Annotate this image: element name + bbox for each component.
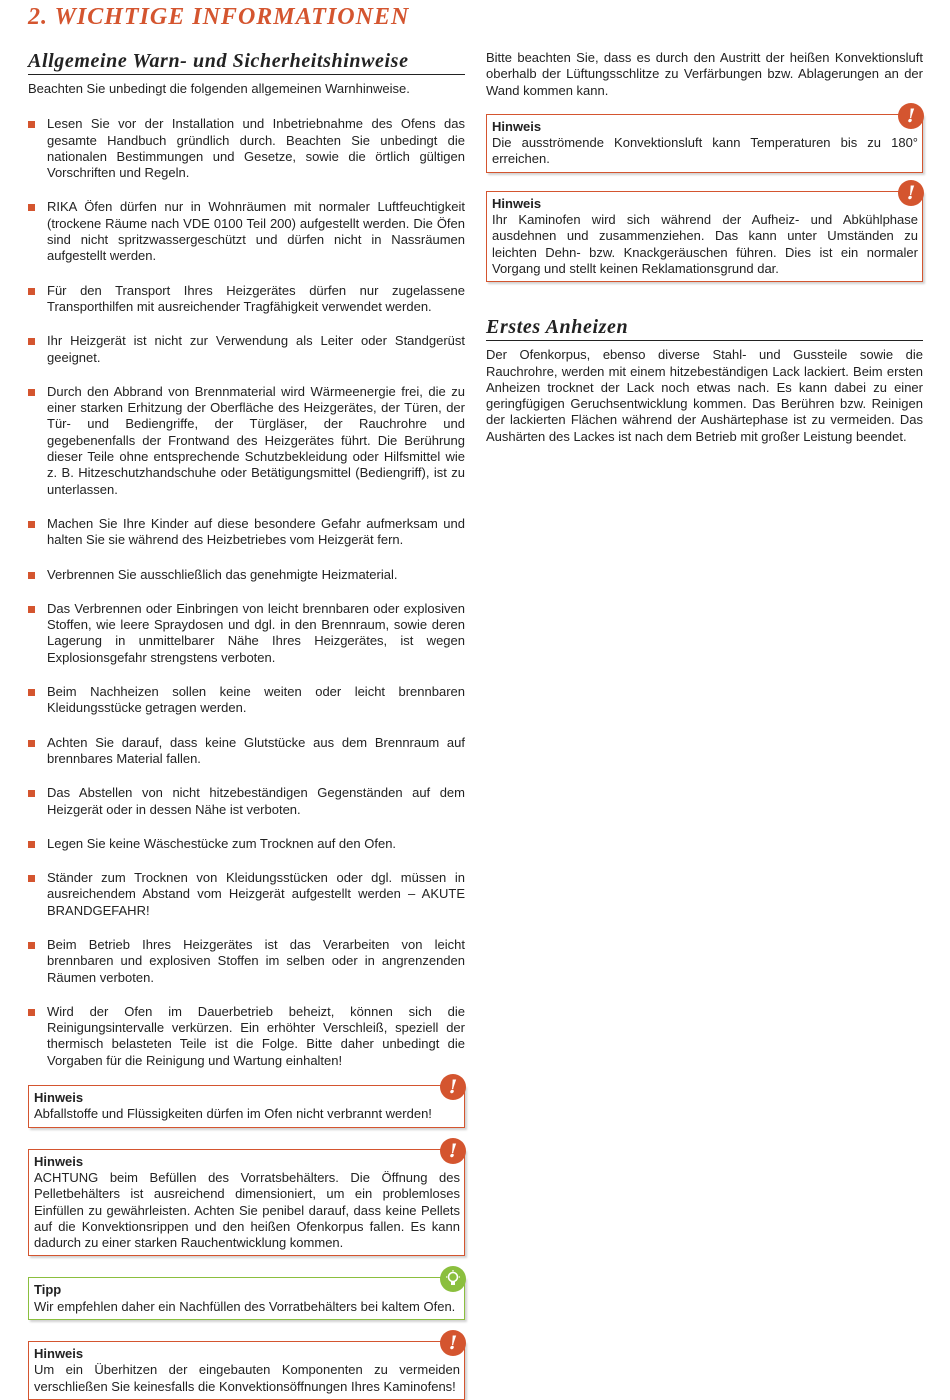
- right-column: [486, 50, 923, 445]
- bullet-square-icon: [28, 841, 35, 848]
- left-column: [28, 50, 465, 1400]
- bullet-square-icon: [28, 521, 35, 528]
- bullet-square-icon: [28, 389, 35, 396]
- note-title: Hinweis: [492, 118, 542, 134]
- list-item: Ihr Heizgerät ist nicht zur Verwendung als Leiter oder Standgerüst geeignet.: [28, 333, 465, 366]
- note-title: Hinweis: [34, 1346, 84, 1362]
- bullet-square-icon: [28, 1009, 35, 1016]
- bullet-square-icon: [28, 288, 35, 295]
- bullet-square-icon: [28, 942, 35, 949]
- bullet-square-icon: [28, 338, 35, 345]
- bullet-square-icon: [28, 875, 35, 882]
- list-item: Beim Nachheizen sollen keine weiten oder leicht brennbaren Kleidungsstücke getragen werden.: [28, 684, 465, 717]
- section-heading-first-heating: Erstes Anheizen: [486, 316, 923, 341]
- list-item: Lesen Sie vor der Installation und Inbetriebnahme des Ofens das gesamte Handbuch gründlich durch. Beachten Sie unbedingt die nationalen Bestimmungen und Gesetze, sowie die örtlich gültigen Vorschriften und Regeln.: [28, 116, 465, 181]
- note-box-temperature: [486, 104, 923, 173]
- bullet-square-icon: [28, 204, 35, 211]
- bullet-square-icon: [28, 572, 35, 579]
- bullet-square-icon: [28, 606, 35, 613]
- list-item: Für den Transport Ihres Heizgerätes dürfen nur zugelassene Transporthilfen mit ausreichender Tragfähigkeit verwendet werden.: [28, 283, 465, 316]
- list-item: Verbrennen Sie ausschließlich das genehmigte Heizmaterial.: [28, 567, 465, 583]
- warning-icon: !: [898, 103, 924, 129]
- bullet-square-icon: [28, 121, 35, 128]
- tip-box-refill: [28, 1277, 465, 1320]
- list-item: Machen Sie Ihre Kinder auf diese besondere Gefahr aufmerksam und halten Sie sie während des Heizbetriebes vom Heizgerät fern.: [28, 516, 465, 549]
- list-item: Beim Betrieb Ihres Heizgerätes ist das Verarbeiten von leicht brennbaren und explosiven Stoffen im selben oder in angrenzenden Räumen verboten.: [28, 937, 465, 986]
- note-text: Um ein Überhitzen der eingebauten Komponenten zu vermeiden verschließen Sie keinesfalls die Konvektionsöffnungen Ihres Kaminofens!: [34, 1362, 460, 1394]
- warning-icon: !: [440, 1074, 466, 1100]
- list-item: Durch den Abbrand von Brennmaterial wird Wärmeenergie frei, die zu einer starken Erhitzung der Oberfläche des Heizgerätes, der Türen, der Tür- und Bediengriffe, der Türgläser, der Rauchrohre und gegebenenfalls der Frontwand des Heizgerätes führt. Die Berührung dieser Teile ohne entsprechende Schutzbekleidung oder Hilfsmittel wie z. B. Hitzeschutzhandschuhe oder Betätigungsmittel (Bediengriff), ist zu unterlassen.: [28, 384, 465, 498]
- note-title: Hinweis: [34, 1090, 84, 1106]
- note-text: Ihr Kaminofen wird sich während der Aufheiz- und Abkühlphase ausdehnen und zusammenziehen. Das kann unter Umständen zu leichten Dehn- bzw. Knackgeräuschen führen. Dies ist ein normaler Vorgang und stellt keinen Reklamationsgrund dar.: [492, 212, 918, 276]
- note-box-filling: [28, 1139, 465, 1257]
- note-box-waste: [28, 1076, 465, 1128]
- list-item: Achten Sie darauf, dass keine Glutstücke aus dem Brennraum auf brennbares Material fallen.: [28, 735, 465, 768]
- warning-icon: !: [440, 1330, 466, 1356]
- warning-icon: !: [440, 1138, 466, 1164]
- note-box-overheat: [28, 1332, 465, 1400]
- tip-title: Tipp: [34, 1282, 62, 1298]
- convection-intro: Bitte beachten Sie, dass es durch den Austritt der heißen Konvektionsluft oberhalb der Lüftungsschlitze zu Verfärbungen bzw. Ablagerungen an der Wand kommen kann.: [486, 50, 923, 98]
- lightbulb-icon: [440, 1266, 466, 1292]
- bullet-square-icon: [28, 790, 35, 797]
- warnings-list: [28, 116, 465, 1069]
- list-item: Legen Sie keine Wäschestücke zum Trocknen auf den Ofen.: [28, 836, 465, 852]
- list-item: RIKA Öfen dürfen nur in Wohnräumen mit normaler Luftfeuchtigkeit (trockene Räume nach VDE 0100 Teil 200) aufgestellt werden. Die Öfen sind nicht spritzwassergeschützt und dürfen nicht in Nassräumen aufgestellt werden.: [28, 199, 465, 264]
- note-text: ACHTUNG beim Befüllen des Vorratsbehälters. Die Öffnung des Pelletbehälters ist ausreichend dimensioniert, um ein problemloses Einfüllen zu gewährleisten. Achten Sie penibel darauf, dass keine Pellets auf die Konvektionsrippen und den heißen Ofenkorpus fallen. Es kann dadurch zu einer starken Rauchentwicklung kommen.: [34, 1169, 460, 1251]
- note-text: Abfallstoffe und Flüssigkeiten dürfen im Ofen nicht verbrannt werden!: [34, 1106, 432, 1122]
- note-title: Hinweis: [492, 195, 542, 211]
- bullet-square-icon: [28, 689, 35, 696]
- bullet-square-icon: [28, 740, 35, 747]
- note-text: Die ausströmende Konvektionsluft kann Temperaturen bis zu 180° erreichen.: [492, 135, 918, 167]
- section-heading-warnings: Allgemeine Warn- und Sicherheitshinweise: [28, 50, 465, 75]
- warnings-intro: Beachten Sie unbedingt die folgenden allgemeinen Warnhinweise.: [28, 81, 410, 96]
- warning-icon: !: [898, 180, 924, 206]
- list-item: Wird der Ofen im Dauerbetrieb beheizt, können sich die Reinigungsintervalle verkürzen. Ein erhöhter Verschleiß, speziell der thermisch belasteten Teile ist die Folge. Bitte daher unbedingt die Vorgaben für die Reinigung und Wartung einhalten!: [28, 1004, 465, 1069]
- page-title: 2. WICHTIGE INFORMATIONEN: [28, 4, 410, 30]
- list-item: Das Abstellen von nicht hitzebeständigen Gegenständen auf dem Heizgerät oder in dessen Nähe ist verboten.: [28, 785, 465, 818]
- note-title: Hinweis: [34, 1153, 84, 1169]
- first-heating-text: Der Ofenkorpus, ebenso diverse Stahl- und Gussteile sowie die Rauchrohre, werden mit einem hitzebeständigen Lack lackiert. Beim ersten Anheizen trocknet der Lack noch etwas nach. Es kann dabei zu einer geringfügigen Geruchsentwicklung kommen. Das Berühren bzw. Reinigen der lackierten Flächen während der Aushärtephase ist zu vermeiden. Das Aushärten des Lackes ist nach dem Betrieb mit großer Leistung beendet.: [486, 347, 923, 444]
- list-item: Das Verbrennen oder Einbringen von leicht brennbaren oder explosiven Stoffen, wie leere Spraydosen und dgl. in den Brennraum, sowie deren Lagerung in unmittelbarer Nähe Ihres Heizgerätes, ist wegen Explosionsgefahr strengstens verboten.: [28, 601, 465, 666]
- note-box-expansion: [486, 181, 923, 282]
- list-item: Ständer zum Trocknen von Kleidungsstücken oder dgl. müssen in ausreichendem Abstand vom Heizgerät aufgestellt werden – AKUTE BRANDGEFAHR!: [28, 870, 465, 919]
- tip-text: Wir empfehlen daher ein Nachfüllen des Vorratbehälters bei kaltem Ofen.: [34, 1298, 456, 1314]
